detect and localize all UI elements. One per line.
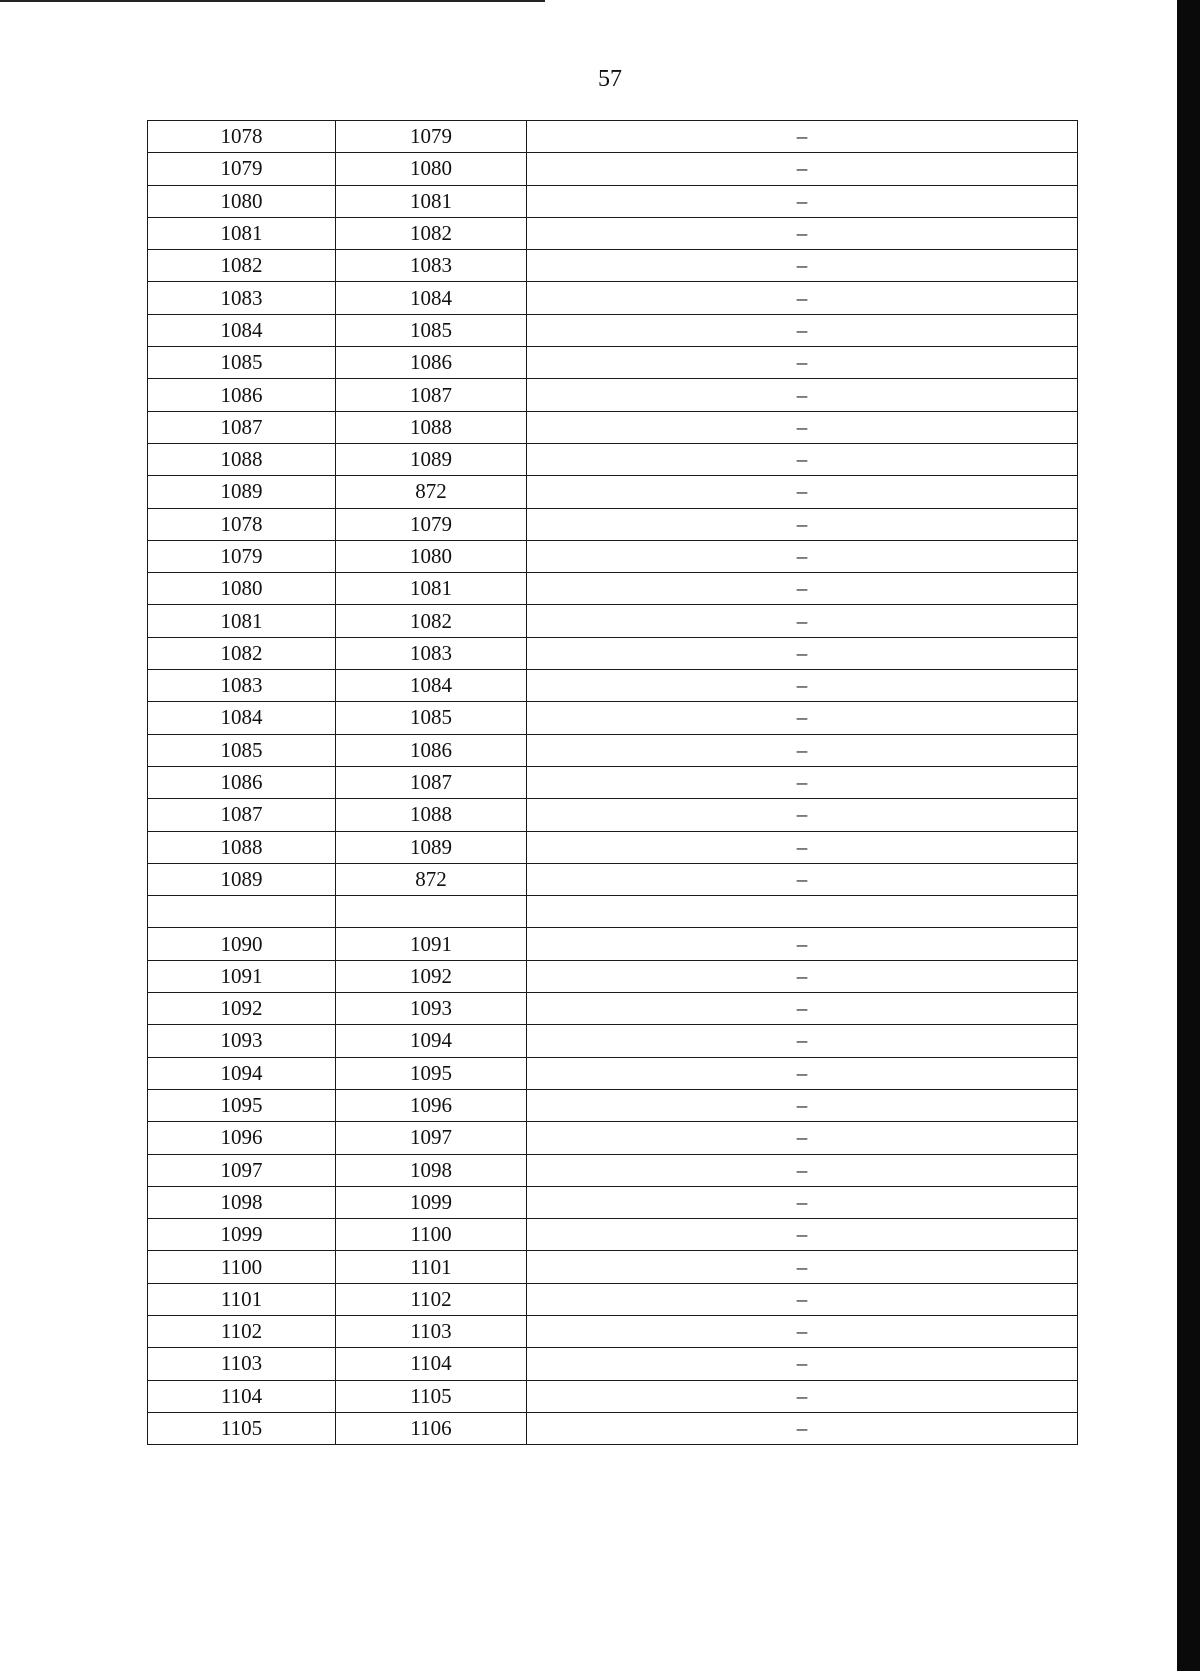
table-row (148, 443, 1078, 475)
from-node-cell: 1084 (148, 702, 336, 734)
scan-edge-band (1177, 0, 1200, 1671)
table-row (148, 928, 1078, 960)
from-node-cell: 1080 (148, 573, 336, 605)
to-node-cell: 1094 (336, 1025, 527, 1057)
table-row (148, 1348, 1078, 1380)
to-node-cell: 1095 (336, 1057, 527, 1089)
table-row (148, 896, 1078, 928)
table-row (148, 766, 1078, 798)
table-row (148, 734, 1078, 766)
table-row (148, 637, 1078, 669)
note-cell: – (527, 508, 1078, 540)
note-cell: – (527, 1219, 1078, 1251)
table-row (148, 670, 1078, 702)
from-node-cell: 1091 (148, 960, 336, 992)
to-node-cell: 1086 (336, 734, 527, 766)
from-node-cell: 1093 (148, 1025, 336, 1057)
note-cell: – (527, 1380, 1078, 1412)
from-node-cell: 1099 (148, 1219, 336, 1251)
note-cell: – (527, 411, 1078, 443)
note-cell: – (527, 185, 1078, 217)
from-node-cell: 1090 (148, 928, 336, 960)
from-node-cell: 1082 (148, 250, 336, 282)
table-row (148, 153, 1078, 185)
from-node-cell: 1089 (148, 863, 336, 895)
table-row (148, 1122, 1078, 1154)
table-row (148, 185, 1078, 217)
to-node-cell: 1093 (336, 993, 527, 1025)
note-cell: – (527, 121, 1078, 153)
table-row (148, 993, 1078, 1025)
note-cell: – (527, 540, 1078, 572)
note-cell: – (527, 282, 1078, 314)
note-cell: – (527, 1122, 1078, 1154)
from-node-cell: 1103 (148, 1348, 336, 1380)
note-cell: – (527, 443, 1078, 475)
to-node-cell: 872 (336, 863, 527, 895)
from-node-cell: 1088 (148, 831, 336, 863)
table-row (148, 960, 1078, 992)
table-row (148, 540, 1078, 572)
to-node-cell: 1083 (336, 637, 527, 669)
from-node-cell: 1080 (148, 185, 336, 217)
to-node-cell: 1085 (336, 314, 527, 346)
table-row (148, 573, 1078, 605)
to-node-cell: 1080 (336, 153, 527, 185)
from-node-cell: 1088 (148, 443, 336, 475)
to-node-cell: 1103 (336, 1315, 527, 1347)
from-node-cell: 1086 (148, 766, 336, 798)
from-node-cell: 1095 (148, 1089, 336, 1121)
to-node-cell: 1081 (336, 185, 527, 217)
to-node-cell: 1084 (336, 282, 527, 314)
note-cell: – (527, 960, 1078, 992)
table-row (148, 1025, 1078, 1057)
to-node-cell: 1079 (336, 508, 527, 540)
from-node-cell: 1087 (148, 411, 336, 443)
from-node-cell: 1085 (148, 734, 336, 766)
note-cell: – (527, 347, 1078, 379)
to-node-cell: 1079 (336, 121, 527, 153)
table-row (148, 702, 1078, 734)
to-node-cell: 1087 (336, 379, 527, 411)
to-node-cell: 1097 (336, 1122, 527, 1154)
note-cell: – (527, 217, 1078, 249)
to-node-cell: 1104 (336, 1348, 527, 1380)
table-row (148, 863, 1078, 895)
from-node-cell: 1101 (148, 1283, 336, 1315)
to-node-cell: 1082 (336, 217, 527, 249)
to-node-cell: 1089 (336, 443, 527, 475)
from-node-cell (148, 896, 336, 928)
to-node-cell: 1101 (336, 1251, 527, 1283)
to-node-cell: 1082 (336, 605, 527, 637)
to-node-cell: 1096 (336, 1089, 527, 1121)
to-node-cell (336, 896, 527, 928)
note-cell: – (527, 476, 1078, 508)
table-row (148, 1315, 1078, 1347)
to-node-cell: 1088 (336, 411, 527, 443)
note-cell: – (527, 314, 1078, 346)
note-cell: – (527, 573, 1078, 605)
to-node-cell: 1088 (336, 799, 527, 831)
from-node-cell: 1079 (148, 153, 336, 185)
note-cell: – (527, 799, 1078, 831)
note-cell: – (527, 1186, 1078, 1218)
note-cell: – (527, 1025, 1078, 1057)
note-cell: – (527, 928, 1078, 960)
scan-top-rule (0, 0, 545, 2)
from-node-cell: 1084 (148, 314, 336, 346)
from-node-cell: 1083 (148, 670, 336, 702)
note-cell: – (527, 1348, 1078, 1380)
table-row (148, 1057, 1078, 1089)
note-cell: – (527, 1089, 1078, 1121)
to-node-cell: 1089 (336, 831, 527, 863)
to-node-cell: 1081 (336, 573, 527, 605)
to-node-cell: 1102 (336, 1283, 527, 1315)
to-node-cell: 872 (336, 476, 527, 508)
from-node-cell: 1087 (148, 799, 336, 831)
table-row (148, 282, 1078, 314)
table-row (148, 250, 1078, 282)
table-row (148, 314, 1078, 346)
from-node-cell: 1102 (148, 1315, 336, 1347)
to-node-cell: 1085 (336, 702, 527, 734)
note-cell: – (527, 766, 1078, 798)
to-node-cell: 1080 (336, 540, 527, 572)
note-cell: – (527, 1154, 1078, 1186)
table-row (148, 1089, 1078, 1121)
note-cell: – (527, 734, 1078, 766)
from-node-cell: 1104 (148, 1380, 336, 1412)
to-node-cell: 1099 (336, 1186, 527, 1218)
to-node-cell: 1083 (336, 250, 527, 282)
note-cell: – (527, 1057, 1078, 1089)
from-node-cell: 1081 (148, 605, 336, 637)
to-node-cell: 1106 (336, 1412, 527, 1444)
from-node-cell: 1100 (148, 1251, 336, 1283)
table-row (148, 799, 1078, 831)
from-node-cell: 1105 (148, 1412, 336, 1444)
note-cell: – (527, 863, 1078, 895)
data-table (147, 120, 1078, 1445)
note-cell: – (527, 379, 1078, 411)
from-node-cell: 1098 (148, 1186, 336, 1218)
to-node-cell: 1087 (336, 766, 527, 798)
from-node-cell: 1079 (148, 540, 336, 572)
table-row (148, 1412, 1078, 1444)
from-node-cell: 1082 (148, 637, 336, 669)
note-cell: – (527, 153, 1078, 185)
table-row (148, 508, 1078, 540)
table-row (148, 831, 1078, 863)
note-cell: – (527, 1412, 1078, 1444)
to-node-cell: 1100 (336, 1219, 527, 1251)
note-cell: – (527, 1283, 1078, 1315)
table-row (148, 605, 1078, 637)
table-row (148, 121, 1078, 153)
to-node-cell: 1086 (336, 347, 527, 379)
table-row (148, 411, 1078, 443)
to-node-cell: 1105 (336, 1380, 527, 1412)
from-node-cell: 1081 (148, 217, 336, 249)
note-cell: – (527, 702, 1078, 734)
note-cell: – (527, 670, 1078, 702)
note-cell: – (527, 1315, 1078, 1347)
table-row (148, 379, 1078, 411)
table-row (148, 1186, 1078, 1218)
from-node-cell: 1097 (148, 1154, 336, 1186)
from-node-cell: 1083 (148, 282, 336, 314)
from-node-cell: 1078 (148, 121, 336, 153)
table-row (148, 1251, 1078, 1283)
to-node-cell: 1084 (336, 670, 527, 702)
note-cell: – (527, 993, 1078, 1025)
table-row (148, 1154, 1078, 1186)
from-node-cell: 1085 (148, 347, 336, 379)
table-row (148, 347, 1078, 379)
from-node-cell: 1086 (148, 379, 336, 411)
note-cell (527, 896, 1078, 928)
from-node-cell: 1096 (148, 1122, 336, 1154)
table-row (148, 476, 1078, 508)
table-row (148, 217, 1078, 249)
to-node-cell: 1098 (336, 1154, 527, 1186)
from-node-cell: 1092 (148, 993, 336, 1025)
table-row (148, 1283, 1078, 1315)
note-cell: – (527, 1251, 1078, 1283)
table-body (148, 121, 1078, 1445)
table-row (148, 1380, 1078, 1412)
note-cell: – (527, 250, 1078, 282)
from-node-cell: 1094 (148, 1057, 336, 1089)
note-cell: – (527, 637, 1078, 669)
from-node-cell: 1089 (148, 476, 336, 508)
from-node-cell: 1078 (148, 508, 336, 540)
note-cell: – (527, 605, 1078, 637)
page-number: 57 (598, 66, 622, 92)
to-node-cell: 1091 (336, 928, 527, 960)
to-node-cell: 1092 (336, 960, 527, 992)
table-row (148, 1219, 1078, 1251)
note-cell: – (527, 831, 1078, 863)
